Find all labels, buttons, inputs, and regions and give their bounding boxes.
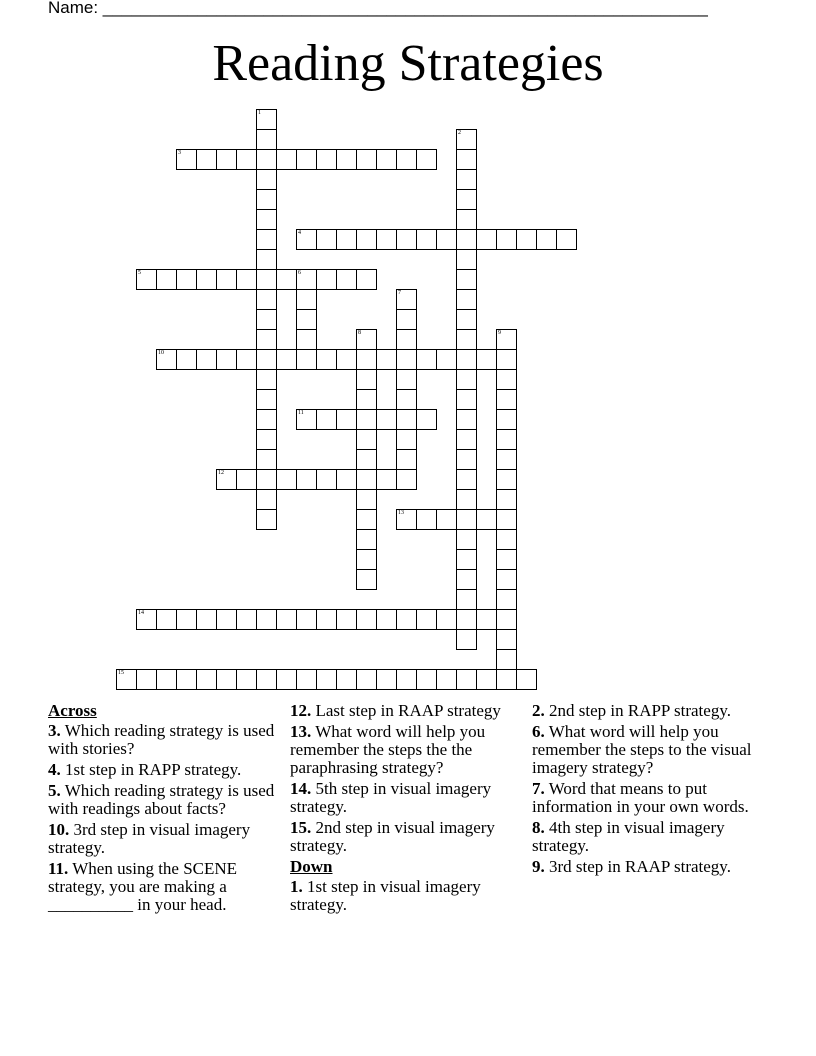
crossword-cell[interactable]: [456, 509, 477, 530]
crossword-cell[interactable]: [316, 149, 337, 170]
crossword-cell[interactable]: [196, 269, 217, 290]
crossword-cell[interactable]: [356, 369, 377, 390]
crossword-cell[interactable]: [316, 229, 337, 250]
crossword-cell[interactable]: [316, 269, 337, 290]
clue-number: 13: [398, 510, 404, 516]
crossword-cell[interactable]: [516, 229, 537, 250]
name-line: Name: ________________________________________________________________: [48, 0, 708, 17]
crossword-cell[interactable]: [456, 529, 477, 550]
crossword-cell[interactable]: [256, 269, 277, 290]
crossword-cell[interactable]: [316, 409, 337, 430]
crossword-cell[interactable]: [556, 229, 577, 250]
clue-number: 8: [358, 330, 361, 336]
crossword-cell[interactable]: [436, 509, 457, 530]
crossword-cell[interactable]: [396, 229, 417, 250]
crossword-cell[interactable]: [256, 429, 277, 450]
crossword-cell[interactable]: [496, 389, 517, 410]
crossword-cell[interactable]: [396, 429, 417, 450]
crossword-cell[interactable]: [396, 369, 417, 390]
crossword-cell[interactable]: [456, 329, 477, 350]
crossword-cell[interactable]: [356, 409, 377, 430]
crossword-cell[interactable]: [436, 609, 457, 630]
crossword-cell[interactable]: [216, 669, 237, 690]
crossword-cell[interactable]: [136, 669, 157, 690]
crossword-cell[interactable]: [256, 609, 277, 630]
crossword-cell[interactable]: [276, 669, 297, 690]
crossword-cell[interactable]: [256, 169, 277, 190]
crossword-cell[interactable]: [356, 389, 377, 410]
crossword-cell[interactable]: [456, 209, 477, 230]
clue-number: 1: [258, 110, 261, 116]
crossword-cell[interactable]: [156, 609, 177, 630]
crossword-cell[interactable]: [496, 229, 517, 250]
crossword-cell[interactable]: [236, 609, 257, 630]
crossword-cell[interactable]: [236, 469, 257, 490]
clue-number: 2: [458, 130, 461, 136]
clue-number: 9: [498, 330, 501, 336]
crossword-cell[interactable]: [496, 629, 517, 650]
crossword-cell[interactable]: [276, 469, 297, 490]
crossword-cell[interactable]: [316, 669, 337, 690]
crossword-cell[interactable]: [256, 369, 277, 390]
crossword-cell[interactable]: [496, 489, 517, 510]
crossword-cell[interactable]: [416, 149, 437, 170]
crossword-cell[interactable]: [416, 349, 437, 370]
crossword-cell[interactable]: [196, 669, 217, 690]
crossword-cell[interactable]: [176, 269, 197, 290]
clue-number: 7: [398, 290, 401, 296]
clue-down-9: 9. 3rd step in RAAP strategy.: [532, 857, 731, 876]
clue-across-4: 4. 1st step in RAPP strategy.: [48, 760, 242, 779]
crossword-cell[interactable]: [276, 149, 297, 170]
crossword-cell[interactable]: [196, 349, 217, 370]
crossword-cell[interactable]: [336, 669, 357, 690]
across-heading: Across: [48, 701, 97, 720]
crossword-cell[interactable]: [456, 409, 477, 430]
clues-column-2: [290, 702, 520, 917]
crossword-cell[interactable]: [456, 629, 477, 650]
crossword-cell[interactable]: [416, 609, 437, 630]
crossword-cell[interactable]: [296, 289, 317, 310]
crossword-cell[interactable]: [256, 329, 277, 350]
crossword-cell[interactable]: [396, 289, 417, 310]
crossword-cell[interactable]: [456, 369, 477, 390]
crossword-cell[interactable]: [356, 469, 377, 490]
crossword-cell[interactable]: [356, 549, 377, 570]
clue-across-3: 3. Which reading strategy is used with stories?: [48, 721, 275, 758]
clue-across-13: 13. What word will help you remember the steps the the paraphrasing strategy?: [290, 722, 486, 777]
crossword-cell[interactable]: [356, 569, 377, 590]
crossword-cell[interactable]: [456, 289, 477, 310]
crossword-cell[interactable]: [376, 349, 397, 370]
crossword-cell[interactable]: [296, 269, 317, 290]
crossword-cell[interactable]: [276, 349, 297, 370]
crossword-cell[interactable]: [436, 349, 457, 370]
crossword-cell[interactable]: [376, 669, 397, 690]
crossword-cell[interactable]: [456, 549, 477, 570]
crossword-cell[interactable]: [296, 309, 317, 330]
crossword-cell[interactable]: [396, 509, 417, 530]
crossword-cell[interactable]: [196, 149, 217, 170]
crossword-cell[interactable]: [236, 149, 257, 170]
crossword-cell[interactable]: [356, 509, 377, 530]
crossword-cell[interactable]: [376, 469, 397, 490]
crossword-cell[interactable]: [336, 149, 357, 170]
crossword-cell[interactable]: [456, 569, 477, 590]
crossword-cell[interactable]: [296, 149, 317, 170]
crossword-cell[interactable]: [456, 149, 477, 170]
crossword-cell[interactable]: [356, 329, 377, 350]
crossword-cell[interactable]: [396, 469, 417, 490]
crossword-cell[interactable]: [456, 269, 477, 290]
crossword-cell[interactable]: [256, 229, 277, 250]
clue-number: 6: [298, 270, 301, 276]
crossword-cell[interactable]: [176, 669, 197, 690]
crossword-cell[interactable]: [516, 669, 537, 690]
crossword-cell[interactable]: [256, 189, 277, 210]
crossword-cell[interactable]: [336, 349, 357, 370]
crossword-cell[interactable]: [316, 609, 337, 630]
crossword-cell[interactable]: [336, 269, 357, 290]
crossword-cell[interactable]: [496, 669, 517, 690]
crossword-cell[interactable]: [496, 349, 517, 370]
crossword-cell[interactable]: [356, 449, 377, 470]
crossword-cell[interactable]: [496, 449, 517, 470]
clue-number: 3: [178, 150, 181, 156]
crossword-cell[interactable]: [216, 149, 237, 170]
crossword-cell[interactable]: [456, 229, 477, 250]
crossword-cell[interactable]: [396, 449, 417, 470]
crossword-cell[interactable]: [156, 669, 177, 690]
crossword-cell[interactable]: [236, 269, 257, 290]
crossword-cell[interactable]: [296, 609, 317, 630]
crossword-cell[interactable]: [336, 229, 357, 250]
crossword-cell[interactable]: [176, 149, 197, 170]
crossword-cell[interactable]: [396, 349, 417, 370]
crossword-cell[interactable]: [496, 369, 517, 390]
crossword-cell[interactable]: [376, 609, 397, 630]
crossword-cell[interactable]: [496, 529, 517, 550]
crossword-cell[interactable]: [376, 409, 397, 430]
crossword-cell[interactable]: [356, 489, 377, 510]
crossword-cell[interactable]: [456, 349, 477, 370]
crossword-cell[interactable]: [496, 409, 517, 430]
crossword-cell[interactable]: [396, 669, 417, 690]
crossword-cell[interactable]: [416, 509, 437, 530]
crossword-cell[interactable]: [396, 389, 417, 410]
crossword-cell[interactable]: [256, 489, 277, 510]
crossword-cell[interactable]: [496, 569, 517, 590]
crossword-cell[interactable]: [256, 109, 277, 130]
crossword-cell[interactable]: [316, 469, 337, 490]
clue-down-6: 6. What word will help you remember the steps to the visual imagery strategy?: [532, 722, 752, 777]
crossword-cell[interactable]: [476, 229, 497, 250]
crossword-cell[interactable]: [496, 589, 517, 610]
crossword-cell[interactable]: [296, 409, 317, 430]
clue-across-12: 12. Last step in RAAP strategy: [290, 701, 501, 720]
crossword-cell[interactable]: [356, 229, 377, 250]
crossword-cell[interactable]: [276, 609, 297, 630]
crossword-cell[interactable]: [356, 429, 377, 450]
crossword-cell[interactable]: [456, 309, 477, 330]
crossword-cell[interactable]: [356, 149, 377, 170]
clue-down-1: 1. 1st step in visual imagery strategy.: [290, 877, 481, 914]
crossword-cell[interactable]: [136, 269, 157, 290]
crossword-cell[interactable]: [296, 329, 317, 350]
crossword-cell[interactable]: [456, 189, 477, 210]
crossword-cell[interactable]: [356, 609, 377, 630]
crossword-cell[interactable]: [276, 269, 297, 290]
crossword-cell[interactable]: [436, 669, 457, 690]
crossword-cell[interactable]: [416, 669, 437, 690]
crossword-cell[interactable]: [216, 349, 237, 370]
crossword-cell[interactable]: [296, 669, 317, 690]
crossword-cell[interactable]: [196, 609, 217, 630]
crossword-cell[interactable]: [116, 669, 137, 690]
crossword-cell[interactable]: [296, 469, 317, 490]
crossword-cell[interactable]: [216, 469, 237, 490]
crossword-cell[interactable]: [456, 129, 477, 150]
crossword-cell[interactable]: [136, 609, 157, 630]
clue-down-2: 2. 2nd step in RAPP strategy.: [532, 701, 731, 720]
crossword-cell[interactable]: [156, 349, 177, 370]
clue-down-8: 8. 4th step in visual imagery strategy.: [532, 818, 725, 855]
crossword-cell[interactable]: [456, 169, 477, 190]
clue-number: 15: [118, 670, 124, 676]
crossword-cell[interactable]: [256, 669, 277, 690]
clue-down-7: 7. Word that means to put information in your own words.: [532, 779, 749, 816]
crossword-cell[interactable]: [356, 349, 377, 370]
crossword-cell[interactable]: [256, 409, 277, 430]
crossword-cell[interactable]: [496, 509, 517, 530]
crossword-cell[interactable]: [456, 249, 477, 270]
crossword-cell[interactable]: [476, 669, 497, 690]
crossword-cell[interactable]: [496, 329, 517, 350]
crossword-cell[interactable]: [376, 149, 397, 170]
crossword-cell[interactable]: [296, 349, 317, 370]
clue-across-11: 11. When using the SCENE strategy, you are making a __________ in your head.: [48, 859, 238, 914]
crossword-cell[interactable]: [396, 309, 417, 330]
crossword-cell[interactable]: [236, 349, 257, 370]
clue-number: 11: [298, 410, 304, 416]
crossword-cell[interactable]: [536, 229, 557, 250]
crossword-cell[interactable]: [256, 129, 277, 150]
crossword-cell[interactable]: [316, 349, 337, 370]
crossword-cell[interactable]: [496, 549, 517, 570]
clue-number: 4: [298, 230, 301, 236]
crossword-cell[interactable]: [156, 269, 177, 290]
clue-across-5: 5. Which reading strategy is used with readings about facts?: [48, 781, 275, 818]
crossword-cell[interactable]: [456, 449, 477, 470]
crossword-cell[interactable]: [216, 269, 237, 290]
crossword-cell[interactable]: [436, 229, 457, 250]
crossword-cell[interactable]: [496, 609, 517, 630]
crossword-cell[interactable]: [176, 349, 197, 370]
clue-number: 5: [138, 270, 141, 276]
down-heading: Down: [290, 857, 333, 876]
crossword-cell[interactable]: [396, 149, 417, 170]
page-title: Reading Strategies: [212, 35, 604, 92]
crossword-cell[interactable]: [416, 409, 437, 430]
crossword-cell[interactable]: [476, 609, 497, 630]
clue-across-15: 15. 2nd step in visual imagery strategy.: [290, 818, 495, 855]
crossword-cell[interactable]: [396, 409, 417, 430]
crossword-cell[interactable]: [496, 649, 517, 670]
crossword-cell[interactable]: [336, 409, 357, 430]
crossword-cell[interactable]: [396, 329, 417, 350]
crossword-cell[interactable]: [336, 469, 357, 490]
crossword-cell[interactable]: [356, 529, 377, 550]
crossword-cell[interactable]: [256, 249, 277, 270]
clue-number: 10: [158, 350, 164, 356]
crossword-cell[interactable]: [416, 229, 437, 250]
crossword-cell[interactable]: [216, 609, 237, 630]
crossword-cell[interactable]: [456, 469, 477, 490]
crossword-cell[interactable]: [376, 229, 397, 250]
crossword-cell[interactable]: [176, 609, 197, 630]
crossword-cell[interactable]: [396, 609, 417, 630]
clues-column-1: [48, 702, 284, 917]
crossword-cell[interactable]: [256, 149, 277, 170]
crossword-cell[interactable]: [256, 289, 277, 310]
crossword-cell[interactable]: [496, 469, 517, 490]
crossword-cell[interactable]: [296, 229, 317, 250]
crossword-cell[interactable]: [476, 509, 497, 530]
crossword-cell[interactable]: [336, 609, 357, 630]
crossword-cell[interactable]: [456, 489, 477, 510]
crossword-cell[interactable]: [456, 389, 477, 410]
crossword-cell[interactable]: [236, 669, 257, 690]
crossword-cell[interactable]: [256, 469, 277, 490]
crossword-cell[interactable]: [356, 669, 377, 690]
crossword-cell[interactable]: [256, 309, 277, 330]
crossword-cell[interactable]: [256, 509, 277, 530]
clue-number: 14: [138, 610, 144, 616]
crossword-cell[interactable]: [356, 269, 377, 290]
crossword-cell[interactable]: [256, 449, 277, 470]
crossword-cell[interactable]: [256, 209, 277, 230]
crossword-cell[interactable]: [476, 349, 497, 370]
crossword-cell[interactable]: [456, 429, 477, 450]
crossword-cell[interactable]: [456, 589, 477, 610]
clue-number: 12: [218, 470, 224, 476]
crossword-cell[interactable]: [456, 669, 477, 690]
crossword-cell[interactable]: [496, 429, 517, 450]
crossword-cell[interactable]: [456, 609, 477, 630]
clue-across-10: 10. 3rd step in visual imagery strategy.: [48, 820, 251, 857]
crossword-cell[interactable]: [256, 349, 277, 370]
clue-across-14: 14. 5th step in visual imagery strategy.: [290, 779, 492, 816]
crossword-cell[interactable]: [256, 389, 277, 410]
clues-column-3: [532, 702, 772, 879]
